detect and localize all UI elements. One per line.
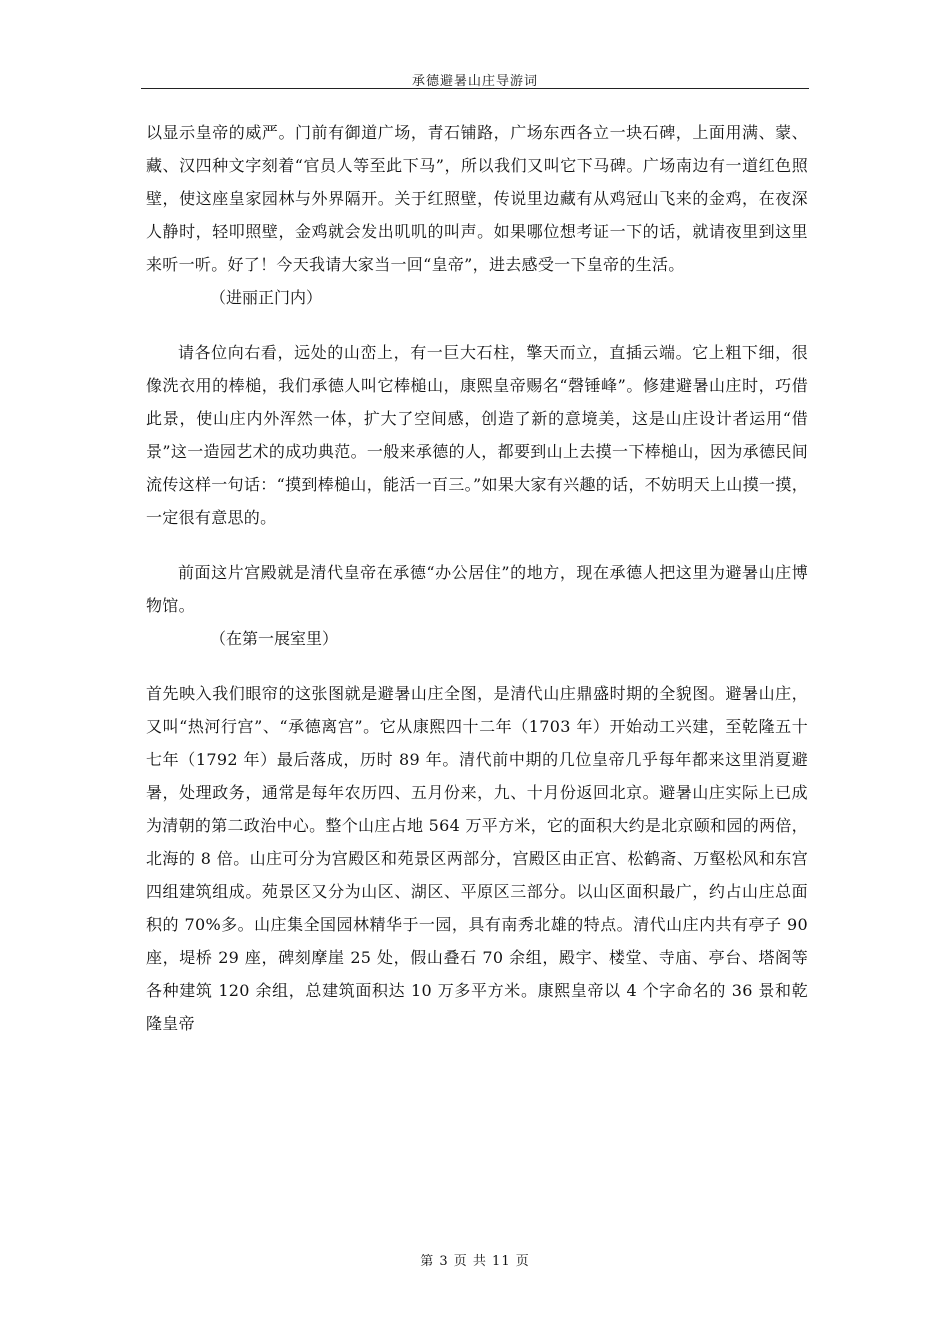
paragraph-2: 请各位向右看，远处的山峦上，有一巨大石柱，擎天而立，直插云端。它上粗下细，很像洗衣用的棒槌，我们承德人叫它棒槌山，康熙皇帝赐名“磬锤峰”。修建避暑山庄时，巧借此景，使山庄内外浑然一体，扩大了空间感，创造了新的意境美，这是山庄设计者运用“借景”这一造园艺术的成功典范。一般来承德的人，都要到山上去摸一下棒槌山，因为承德民间流传这样一句话：“摸到棒槌山，能活一百三。”如果大家有兴趣的话，不妨明天上山摸一摸，一定很有意思的。 (146, 343, 808, 527)
page-header-title: 承德避暑山庄导游词 (411, 74, 538, 89)
paragraph-3: 前面这片宫殿就是清代皇帝在承德“办公居住”的地方，现在承德人把这里为避暑山庄博物馆。 (146, 563, 808, 615)
paragraph-4: 首先映入我们眼帘的这张图就是避暑山庄全图，是清代山庄鼎盛时期的全貌图。避暑山庄，又叫“热河行宫”、“承德离宫”。它从康熙四十二年（1703 年）开始动工兴建，至乾隆五十七年（1792 年）最后落成，历时 89 年。清代前中期的几位皇帝几乎每年都来这里消夏避暑，处理政务，通常是每年农历四、五月份来，九、十月份返回北京。避暑山庄实际上已成为清朝的第二政治中心。整个山庄占地 564 万平方米，它的面积大约是北京颐和园的两倍，北海的 8 倍。山庄可分为宫殿区和苑景区两部分，宫殿区由正宫、松鹤斋、万壑松风和东宫四组建筑组成。苑景区又分为山区、湖区、平原区三部分。以山区面积最广，约占山庄总面积的 70%多。山庄集全国园林精华于一园，具有南秀北雄的特点。清代山庄内共有亭子 90 座，堤桥 29 座，碑刻摩崖 25 处，假山叠石 70 余组，殿宇、楼堂、寺庙、亭台、塔阁等各种建筑 120 余组，总建筑面积达 10 万多平方米。康熙皇帝以 4 个字命名的 36 景和乾隆皇帝 (146, 684, 808, 1033)
stage-direction-2: （在第一展室里） (210, 629, 339, 648)
document-body (146, 116, 808, 1040)
header-divider (141, 88, 809, 89)
paragraph-1: 以显示皇帝的威严。门前有御道广场，青石铺路，广场东西各立一块石碑，上面用满、蒙、藏、汉四种文字刻着“官员人等至此下马”，所以我们又叫它下马碑。广场南边有一道红色照壁，使这座皇家园林与外界隔开。关于红照壁，传说里边藏有从鸡冠山飞来的金鸡，在夜深人静时，轻叩照壁，金鸡就会发出叽叽的叫声。如果哪位想考证一下的话，就请夜里到这里来听一听。好了！今天我请大家当一回“皇帝”，进去感受一下皇帝的生活。 (146, 123, 808, 274)
stage-direction-1: （进丽正门内） (210, 288, 323, 307)
page-footer-number: 第 3 页 共 11 页 (420, 1254, 530, 1269)
